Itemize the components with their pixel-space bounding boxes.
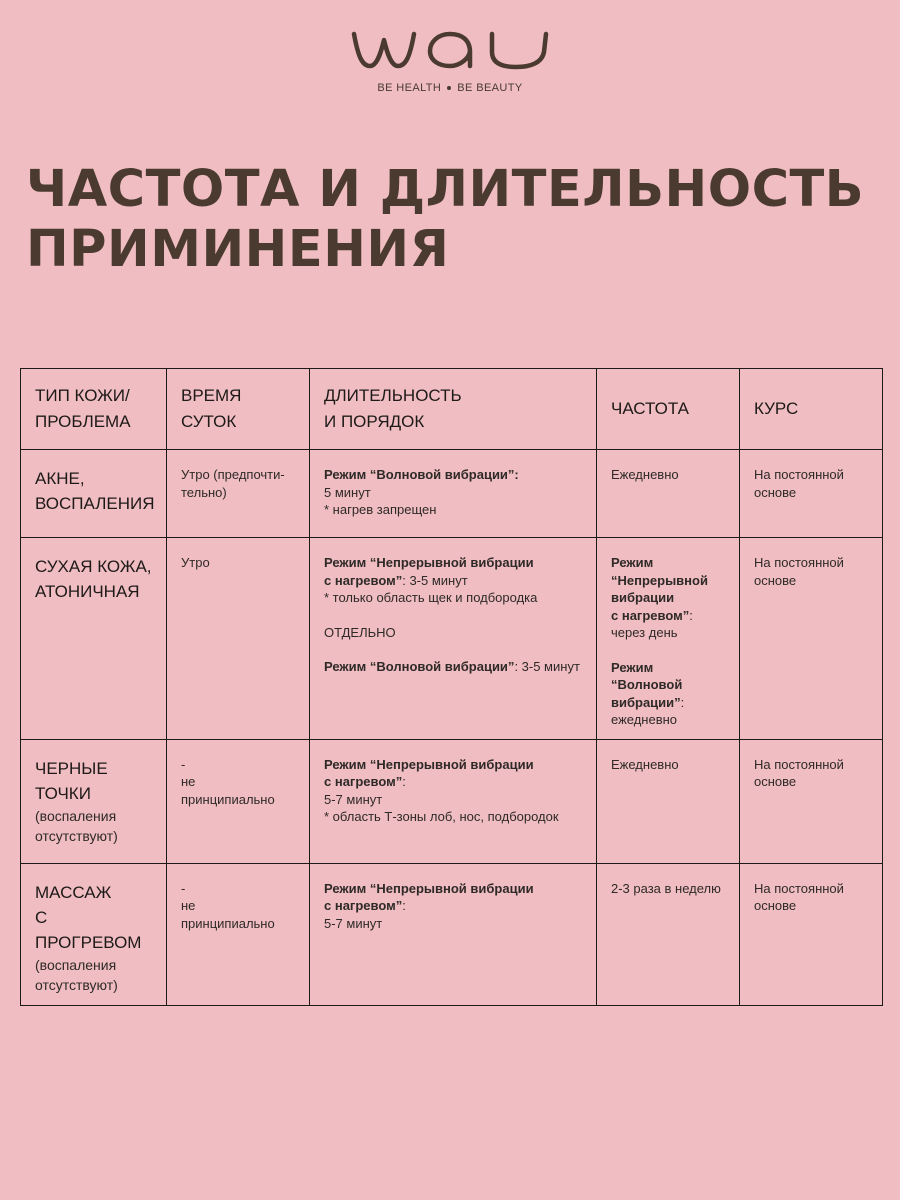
tagline-health: BE HEALTH [377, 82, 442, 94]
table-row [21, 863, 883, 1005]
cell-time: Утро [167, 538, 310, 740]
brand-header [0, 26, 900, 94]
cell-course: На постоянной основе [740, 739, 883, 863]
header-duration: ДЛИТЕЛЬНОСТЬ И ПОРЯДОК [310, 369, 597, 450]
skin-type-label: МАССАЖ С ПРОГРЕВОМ [35, 882, 142, 952]
frequency-mode: Режим “Волновой вибрации” [611, 659, 683, 710]
cell-frequency [597, 538, 740, 740]
skin-type-note: (воспаления отсутствуют) [35, 807, 118, 844]
duration-mode: Режим “Волновой вибрации” [324, 659, 515, 674]
header-time-of-day: ВРЕМЯ СУТОК [167, 369, 310, 450]
duration-detail: : 5-7 минут [324, 898, 406, 931]
table-row [21, 450, 883, 538]
cell-course: На постоянной основе [740, 863, 883, 1005]
title-line-2: ПРИМИНЕНИЯ [26, 220, 450, 279]
table-row [21, 538, 883, 740]
skin-type-label: АКНЕ, ВОСПАЛЕНИЯ [35, 469, 155, 513]
duration-mode: Режим “Непрерывной вибрации с нагревом” [324, 555, 534, 588]
title-line-1: ЧАСТОТА И ДЛИТЕЛЬНОСТЬ [26, 160, 865, 219]
duration-separator: ОТДЕЛЬНО [324, 624, 396, 640]
wau-logo [350, 26, 550, 74]
duration-mode: Режим “Волновой вибрации”: [324, 467, 519, 482]
skin-type-label: СУХАЯ КОЖА, АТОНИЧНАЯ [35, 557, 152, 601]
tagline-beauty: BE BEAUTY [457, 82, 523, 94]
cell-skin [21, 538, 167, 740]
tagline-dot [447, 86, 451, 90]
cell-frequency: Ежедневно [597, 450, 740, 538]
duration-detail: 5 минут * нагрев запрещен [324, 484, 437, 517]
duration-detail: : 5-7 минут * область Т-зоны лоб, нос, подбородок [324, 774, 559, 824]
frequency-mode: Режим “Непрерывной вибрации с нагревом” [611, 555, 708, 623]
duration-mode: Режим “Непрерывной вибрации с нагревом” [324, 756, 534, 789]
duration-mode: Режим “Непрерывной вибрации с нагревом” [324, 880, 534, 913]
page-title [26, 160, 886, 280]
duration-detail: : 3-5 минут [514, 659, 580, 674]
header-course: КУРС [740, 369, 883, 450]
cell-duration [310, 450, 597, 538]
duration-detail: : 3-5 минут * только область щек и подбородка [324, 572, 538, 605]
skin-type-label: ЧЕРНЫЕ ТОЧКИ [35, 758, 108, 803]
cell-time: - не принципиально [167, 739, 310, 863]
cell-duration [310, 739, 597, 863]
frequency-detail: : ежедневно [611, 694, 685, 727]
cell-duration [310, 863, 597, 1005]
table-header-row [21, 369, 883, 450]
schedule-table [20, 368, 883, 1006]
cell-skin [21, 863, 167, 1005]
cell-time: - не принципиально [167, 863, 310, 1005]
cell-duration [310, 538, 597, 740]
brand-tagline [0, 82, 900, 94]
header-frequency: ЧАСТОТА [597, 369, 740, 450]
cell-frequency: Ежедневно [597, 739, 740, 863]
skin-type-note: (воспаления отсутствуют) [35, 956, 118, 993]
header-skin-type: ТИП КОЖИ/ ПРОБЛЕМА [21, 369, 167, 450]
cell-skin [21, 450, 167, 538]
cell-frequency: 2-3 раза в неделю [597, 863, 740, 1005]
cell-course: На постоянной основе [740, 450, 883, 538]
table-row [21, 739, 883, 863]
frequency-detail: : через день [611, 607, 693, 640]
cell-course: На постоянной основе [740, 538, 883, 740]
cell-skin [21, 739, 167, 863]
cell-time: Утро (предпочти- тельно) [167, 450, 310, 538]
